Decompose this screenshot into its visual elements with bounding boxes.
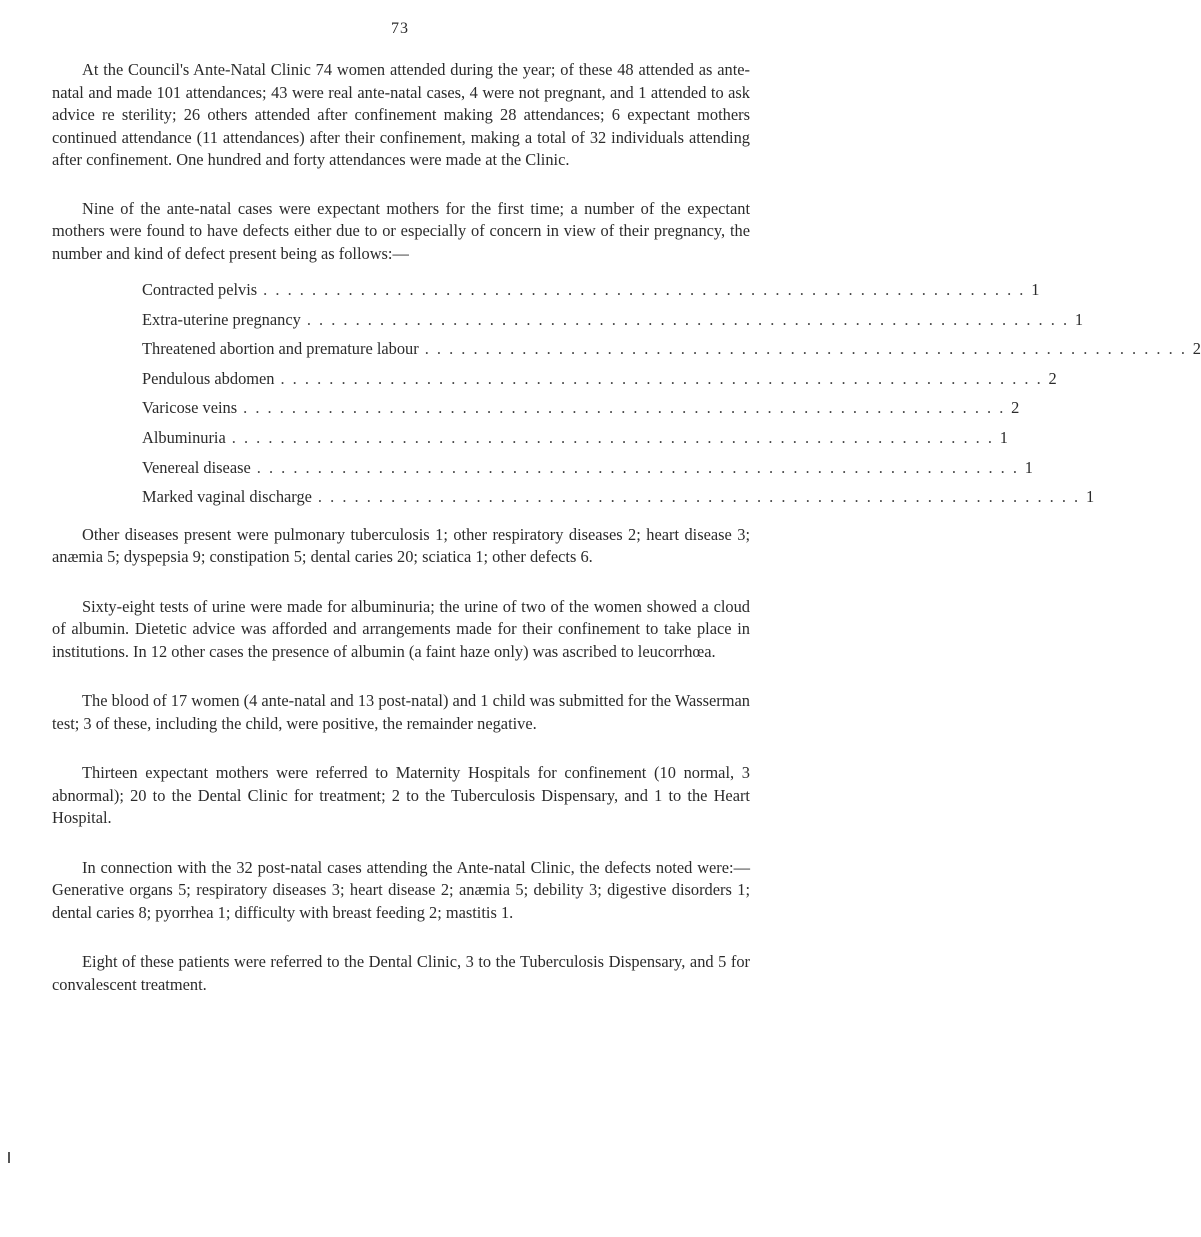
defect-count: 2 bbox=[1192, 339, 1201, 359]
dot-leader: . . . . . . . . . . . . . . . . . . . . . . . . . . . . . . . . . . . . . . . . . . . . . . . . . . . . . . . . . . . . . . . bbox=[306, 309, 1070, 329]
list-item bbox=[142, 334, 1201, 364]
defect-count: 1 bbox=[1074, 309, 1084, 329]
list-item bbox=[142, 275, 1040, 305]
defect-label: Albuminuria bbox=[142, 427, 226, 447]
defect-label: Varicose veins bbox=[142, 398, 238, 418]
defect-label: Venereal disease bbox=[142, 457, 251, 477]
paragraph-referrals: Thirteen expectant mothers were referred to Maternity Hospitals for confinement (10 normal, 3 abnormal); 20 to the Dental Clinic for treatment; 2 to the Tuberculosis Dispensary, and 1 to the Heart Hospital. bbox=[52, 763, 750, 828]
paragraph-other-diseases: Other diseases present were pulmonary tuberculosis 1; other respiratory diseases 2; heart disease 3; anæmia 5; dyspepsia 9; constipation 5; dental caries 20; sciatica 1; other defects 6. bbox=[52, 524, 750, 567]
defect-label: Pendulous abdomen bbox=[142, 368, 275, 388]
defect-label: Extra-uterine pregnancy bbox=[142, 309, 301, 329]
defect-count: 1 bbox=[999, 427, 1008, 447]
dot-leader: . . . . . . . . . . . . . . . . . . . . . . . . . . . . . . . . . . . . . . . . . . . . . . . . . . . . . . . . . . . . . . . bbox=[280, 368, 1043, 388]
dot-leader: . . . . . . . . . . . . . . . . . . . . . . . . . . . . . . . . . . . . . . . . . . . . . . . . . . . . . . . . . . . . . . . bbox=[424, 339, 1187, 359]
defect-count: 2 bbox=[1011, 398, 1020, 418]
page-number: 73 bbox=[391, 20, 409, 37]
dot-leader: . . . . . . . . . . . . . . . . . . . . . . . . . . . . . . . . . . . . . . . . . . . . . . . . . . . . . . . . . . . . . . . bbox=[243, 398, 1006, 418]
dot-leader: . . . . . . . . . . . . . . . . . . . . . . . . . . . . . . . . . . . . . . . . . . . . . . . . . . . . . . . . . . . . . . . bbox=[256, 457, 1019, 477]
defect-label: Threatened abortion and premature labour bbox=[142, 339, 419, 359]
list-item bbox=[142, 423, 1008, 453]
list-item bbox=[142, 453, 1033, 483]
dot-leader: . . . . . . . . . . . . . . . . . . . . . . . . . . . . . . . . . . . . . . . . . . . . . . . . . . . . . . . . . . . . . . . bbox=[231, 427, 994, 447]
defect-count: 1 bbox=[1085, 487, 1095, 507]
dot-leader: . . . . . . . . . . . . . . . . . . . . . . . . . . . . . . . . . . . . . . . . . . . . . . . . . . . . . . . . . . . . . . . bbox=[263, 280, 1026, 299]
report-body bbox=[52, 59, 1201, 1023]
list-item bbox=[142, 482, 1095, 512]
list-item bbox=[142, 393, 1020, 423]
list-item bbox=[142, 305, 1084, 335]
paragraph-clinic-attendance: At the Council's Ante-Natal Clinic 74 women attended during the year; of these 48 attended as ante-natal and made 101 attendances; 43 were real ante-natal cases, 4 were not pregnant, and 1 attended to ask advice re sterility; 26 others attended after confinement making 28 attendances; 6 expectant mothers continued attendance (11 attendances) after their confinement, making a total of 32 individuals attending after confinement. One hundred and forty attendances were made at the Clinic. bbox=[52, 60, 750, 169]
paragraph-urine-tests: Sixty-eight tests of urine were made for albuminuria; the urine of two of the women showed a cloud of albumin. Dietetic advice was afforded and arrangements made for their confinement to take place in institutions. In 12 other cases the presence of albumin (a faint haze only) was ascribed to leucorrhœa. bbox=[52, 596, 750, 661]
dot-leader: . . . . . . . . . . . . . . . . . . . . . . . . . . . . . . . . . . . . . . . . . . . . . . . . . . . . . . . . . . . . . . . bbox=[317, 487, 1081, 507]
defect-count: 1 bbox=[1031, 280, 1040, 299]
paragraph-defects-intro: Nine of the ante-natal cases were expectant mothers for the first time; a number of the expectant mothers were found to have defects either due to or especially of concern in view of their pregnancy, the number and kind of defect present being as follows:— bbox=[52, 198, 750, 263]
paragraph-post-natal-defects: In connection with the 32 post-natal cases attending the Ante-natal Clinic, the defects noted were:—Generative organs 5; respiratory diseases 3; heart disease 2; anæmia 5; debility 3; digestive disorders 1; dental caries 8; pyorrhea 1; difficulty with breast feeding 2; mastitis 1. bbox=[52, 857, 750, 922]
paragraph-blood-tests: The blood of 17 women (4 ante-natal and 13 post-natal) and 1 child was submitted for the Wasserman test; 3 of these, including the child, were positive, the remainder negative. bbox=[52, 691, 750, 733]
defects-list bbox=[142, 275, 1201, 512]
list-item bbox=[142, 364, 1057, 394]
defect-count: 1 bbox=[1024, 457, 1033, 477]
defect-label: Marked vaginal discharge bbox=[142, 487, 312, 507]
margin-mark bbox=[8, 1152, 10, 1163]
paragraph-post-natal-referrals: Eight of these patients were referred to the Dental Clinic, 3 to the Tuberculosis Dispensary, and 5 for convalescent treatment. bbox=[52, 952, 750, 994]
defect-count: 2 bbox=[1048, 368, 1057, 388]
defect-label: Contracted pelvis bbox=[142, 280, 258, 299]
